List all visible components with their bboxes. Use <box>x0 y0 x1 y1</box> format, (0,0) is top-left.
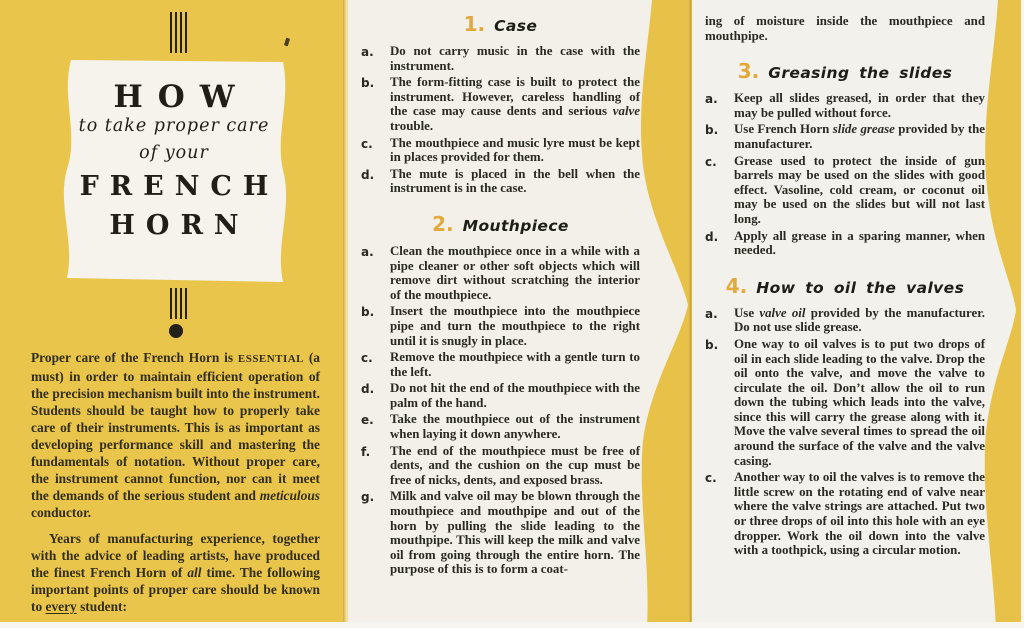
list-item <box>361 444 640 488</box>
item-text <box>734 306 985 335</box>
list-item <box>361 381 640 410</box>
cover-title <box>54 53 294 246</box>
text-segment: ing of moisture inside the mouthpiece and mouthpipe. <box>705 14 985 43</box>
list-item <box>361 244 640 302</box>
item-text <box>734 154 985 227</box>
item-letter: b. <box>705 123 719 138</box>
text-segment: Milk and valve oil may be blown through the mouthpiece and mouthpipe and out of the horn by pulling the slide leading to the mouthpipe. This will keep the milk and valve oil from going through the entire horn. The purpose of this is to form a coat- <box>390 489 640 577</box>
item-text <box>390 489 640 577</box>
text-segment: slide grease <box>832 122 895 137</box>
item-letter: a. <box>361 45 374 59</box>
item-text <box>734 337 985 468</box>
text-segment: One way to oil valves is to put two drops of oil in each slide leading to the valve. Drop the oil onto the valve, and move the valve to circulate the oil. Don’t allow the oil to run down the tubing which leads into the valve, since this will carry the grease along with it. Move the valve several times to spread the oil around the surface of the valve and the valve casing. <box>734 336 985 468</box>
text-segment: Remove the mouthpiece with a gentle turn to the left. <box>390 350 640 379</box>
list-item <box>705 229 985 258</box>
section-title: Greasing the slides <box>768 64 953 83</box>
text-segment: conductor. <box>31 505 92 520</box>
section-number: 2. <box>432 211 454 236</box>
text-segment: valve <box>612 104 640 119</box>
stray-mark <box>284 38 290 47</box>
text-segment: provided by the manufacturer. <box>734 122 986 151</box>
item-text <box>734 91 985 120</box>
item-letter: c. <box>705 471 717 486</box>
section-title: Mouthpiece <box>462 216 569 235</box>
item-text <box>390 136 640 165</box>
scan-edge-bottom <box>0 622 1024 628</box>
text-segment: ESSENTIAL <box>237 353 304 365</box>
section-number: 1. <box>463 12 486 36</box>
list-item <box>361 44 640 73</box>
list-item <box>705 470 985 558</box>
text-segment: student: <box>76 599 127 614</box>
list-item <box>361 350 640 379</box>
section-number: 4. <box>725 273 748 298</box>
list-item <box>361 167 640 196</box>
text-segment: Another way to oil the valves is to remove the little screw on the rotating end of valve near where the valve strings are attached. Put two or three drops of oil into this hole with an eye dropper. Work the oil down into the valve with a toothpick, using a circular motion. <box>734 470 985 558</box>
text-segment: Proper care of the French Horn is <box>31 350 238 365</box>
text-segment: The mouthpiece and music lyre must be kept in places provided for them. <box>390 135 640 165</box>
item-text <box>390 244 640 302</box>
item-letter: d. <box>705 229 719 244</box>
item-letter: g. <box>361 490 375 505</box>
text-segment: all <box>187 565 202 580</box>
list-item <box>705 337 985 468</box>
item-text <box>390 444 640 488</box>
text-segment: Clean the mouthpiece once in a while with a pipe cleaner or other soft objects which will remove dirt without scratching the interior of the mouthpiece. <box>390 243 640 302</box>
item-letter: b. <box>705 337 719 352</box>
list-item <box>361 489 640 577</box>
item-letter: a. <box>705 306 718 321</box>
text-segment: The mute is placed in the bell when the instrument is in the case. <box>390 166 640 196</box>
cover-intro <box>31 349 320 624</box>
wavy-band-middle <box>630 0 697 628</box>
section-number: 3. <box>737 59 760 84</box>
item-letter: d. <box>361 167 375 182</box>
continuation-text <box>705 14 985 43</box>
list-item <box>705 306 985 335</box>
item-letter: b. <box>361 76 375 91</box>
text-segment: valve oil <box>759 305 806 320</box>
title-word-how: HOW <box>113 79 250 115</box>
list-item <box>361 75 640 133</box>
section-title: Case <box>494 17 538 35</box>
text-segment: Apply all grease in a sparing manner, when needed. <box>734 228 985 258</box>
text-segment: Insert the mouthpiece into the mouthpiece pipe and turn the mouthpiece to the right until it is snugly in place. <box>390 304 640 348</box>
text-segment: Grease used to protect the inside of gun barrels may be used on the slides with good effect. Vasoline, cold cream, or coconut oil may be used on the slides but will not last long. <box>734 153 985 226</box>
staff-lines-top-icon <box>170 12 187 53</box>
list-item <box>705 91 985 120</box>
text-segment: Take the mouthpiece out of the instrument when laying it down anywhere. <box>390 412 640 442</box>
text-segment: The end of the mouthpiece must be free of dents, and the cushion on the cup must be free of nicks, dents, and exposed brass. <box>390 443 640 487</box>
cover-paragraph-2 <box>31 530 320 615</box>
text-segment: The form-fitting case is built to protect the instrument. However, careless handling of the case may cause dents and serious <box>390 75 640 119</box>
item-letter: c. <box>361 351 373 366</box>
item-text <box>390 75 640 133</box>
text-segment: Do not carry music in the case with the instrument. <box>390 44 640 73</box>
item-letter: d. <box>361 382 375 397</box>
item-letter: a. <box>705 92 718 107</box>
item-text <box>734 470 985 558</box>
list-item <box>361 412 640 441</box>
title-script-line2: of your <box>139 143 209 164</box>
title-script-line1: to take proper care <box>78 116 270 136</box>
text-segment: meticulous <box>259 488 320 503</box>
section-title: How to oil the valves <box>756 278 965 297</box>
title-word-french: FRENCH <box>79 171 280 203</box>
item-letter: e. <box>361 413 374 428</box>
item-text <box>390 412 640 441</box>
fold-line-right <box>690 0 692 628</box>
text-segment: Do not hit the end of the mouthpiece with the palm of the hand. <box>390 381 640 410</box>
text-segment: Keep all slides greased, in order that they may be pulled without force. <box>734 91 985 120</box>
staff-lines-bottom-icon <box>170 288 187 319</box>
list-item <box>361 136 640 165</box>
title-word-horn: HORN <box>109 210 250 242</box>
item-text <box>390 304 640 348</box>
section-header-case <box>361 12 640 36</box>
section-header-greasing <box>705 59 985 83</box>
item-letter: c. <box>361 136 373 151</box>
item-text <box>390 350 640 379</box>
text-segment: time. The following important points of proper care should be known to <box>31 565 320 614</box>
list-item <box>361 304 640 348</box>
section-header-oiling <box>705 274 985 298</box>
item-text <box>390 167 640 196</box>
item-text <box>390 381 640 410</box>
list-item <box>705 122 985 151</box>
item-text <box>390 44 640 73</box>
list-item <box>705 154 985 227</box>
text-segment: Years of manufacturing experience, together with the advice of leading artists, have produced the finest French Horn of <box>31 531 320 580</box>
text-segment: (a must) in order to maintain efficient operation of the precision mechanism built into the instrument. Students should be taught how to properly take care of their instruments. This is as important as developing performance skill and mastering the fundamentals of notation. Without proper care, the instrument cannot function, nor can it meet the demands of the serious student and <box>31 350 320 503</box>
wavy-band-right <box>975 0 1024 628</box>
item-text <box>734 122 985 151</box>
text-segment: every <box>45 599 77 614</box>
text-segment: provided by the manufacturer. Do not use slide grease. <box>734 305 985 335</box>
item-letter: b. <box>361 305 375 320</box>
section-header-mouthpiece <box>361 212 640 236</box>
item-letter: c. <box>705 154 717 169</box>
item-text <box>734 229 985 258</box>
cover-paragraph-1 <box>31 349 320 521</box>
dot-ornament-icon <box>169 324 183 338</box>
item-letter: a. <box>361 244 374 259</box>
text-segment: trouble. <box>390 118 434 133</box>
item-letter: f. <box>361 444 371 459</box>
text-segment: Use French Horn <box>734 122 833 137</box>
text-segment: Use <box>734 305 760 320</box>
cover-panel <box>0 0 348 628</box>
